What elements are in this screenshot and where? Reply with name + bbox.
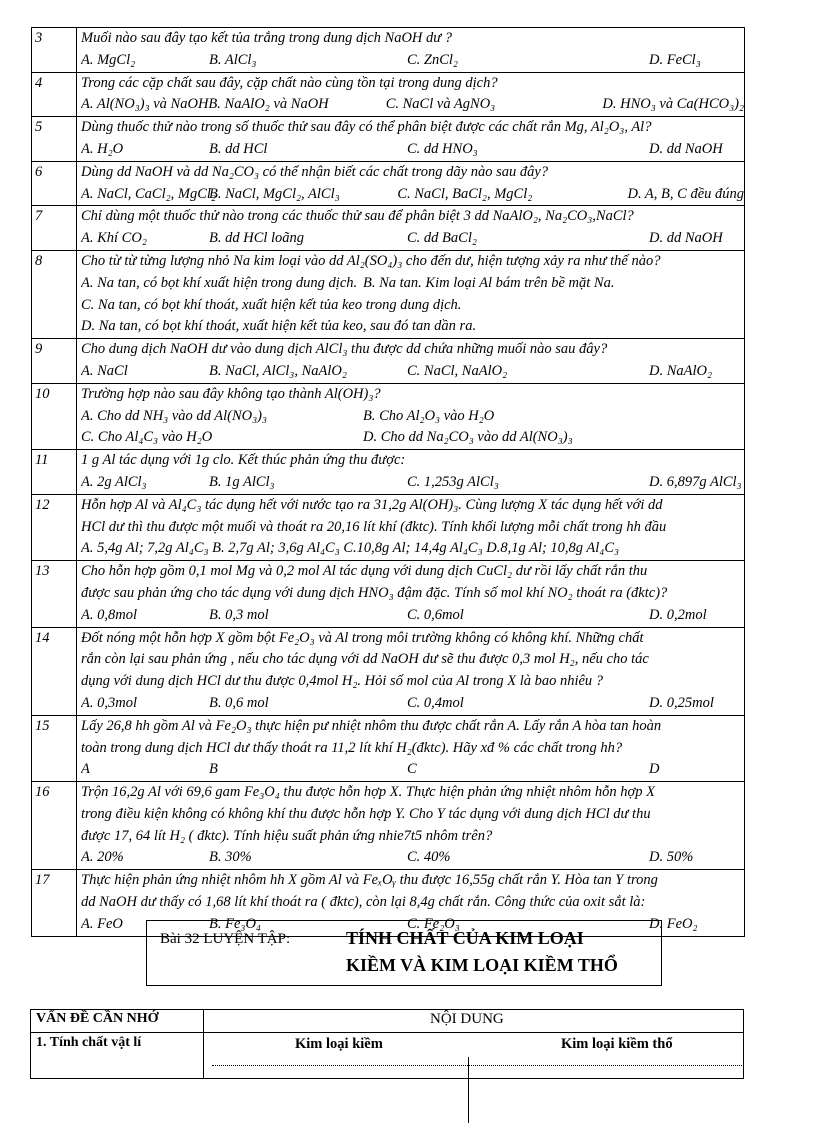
lesson-title-box: [146, 920, 662, 986]
question-text: được 17, 64 lít H₂ ( đktc). Tính hiệu suất phản ứng nhie7t5 nhôm trên?: [81, 827, 493, 844]
answer-option: D. 50%: [649, 849, 694, 866]
question-number: 5: [35, 119, 43, 136]
answer-option: B. NaCl, AlCl₃, NaAlO₂: [209, 362, 347, 379]
answer-option: A. Na tan, có bọt khí xuất hiện trong dung dịch.: [81, 274, 358, 291]
column-alkali-metals: Kim loại kiềm: [295, 1036, 383, 1052]
question-text: Chỉ dùng một thuốc thử nào trong các thuốc thử sau để phân biệt 3 dd NaAlO₂, Na₂CO₃,NaCl?: [81, 208, 634, 225]
question-text: Trong các cặp chất sau đây, cặp chất nào cùng tồn tại trong dung dịch?: [81, 74, 498, 91]
question-text: Trộn 16,2g Al với 69,6 gam Fe₃O₄ thu được hỗn hợp X. Thực hiện phản ứng nhiệt nhôm hỗn hợp X: [81, 784, 655, 801]
question-text: Dùng thuốc thử nào trong số thuốc thử sau đây có thể phân biệt được các chất rắn Mg, Al₂O₃, Al?: [81, 119, 652, 136]
column-alkaline-earth-metals: Kim loại kiềm thổ: [561, 1036, 673, 1052]
question-number: 17: [35, 872, 50, 889]
question-number: 8: [35, 252, 43, 269]
lesson-number: Bài 32 LUYỆN TẬP:: [160, 931, 291, 947]
question-text: dụng với dung dịch HCl dư thu được 0,4mol H₂. Hỏi số mol của Al trong X là bao nhiêu ?: [81, 673, 604, 690]
question-row: [32, 782, 745, 870]
answer-option: D. Na tan, có bọt khí thoát, xuất hiện kết tủa keo, sau đó tan dần ra.: [81, 318, 477, 335]
question-text: Cho dung dịch NaOH dư vào dung dịch AlCl₃ thu được dd chứa những muối nào sau đây?: [81, 341, 608, 358]
question-row: [32, 117, 745, 162]
answer-option: B. Cho Al₂O₃ vào H₂O: [363, 407, 495, 424]
answer-option: B. Fe₃O₄: [209, 915, 261, 932]
answer-option: A. 20%: [81, 849, 124, 866]
answer-option: A. Al(NO₃)₃ và NaOH: [81, 96, 209, 113]
question-row: [32, 627, 745, 715]
question-text: 1 g Al tác dụng với 1g clo. Kết thúc phản ứng thu được:: [81, 452, 406, 469]
question-row: [32, 28, 745, 73]
answer-option: A. MgCl₂: [81, 51, 136, 68]
answer-option: A. NaCl, CaCl₂, MgCl₂: [81, 185, 216, 202]
answer-option: D. NaAlO₂: [649, 362, 713, 379]
answer-option: C. Fe₂O₃: [407, 915, 460, 932]
question-number: 7: [35, 208, 43, 225]
answer-option: A. NaCl: [81, 362, 128, 379]
answer-option: C. 0,4mol: [407, 694, 464, 711]
question-number: 12: [35, 496, 50, 513]
answer-option: B. Na tan. Kim loại Al bám trên bề mặt Na.: [363, 274, 615, 291]
question-row: [32, 206, 745, 251]
question-row: [32, 494, 745, 560]
question-number: 4: [35, 74, 43, 91]
question-text: Hỗn hợp Al và Al₄C₃ tác dụng hết với nước tạo ra 31,2g Al(OH)₃. Cùng lượng X tác dụng hết với dd: [81, 496, 663, 513]
question-text: Muối nào sau đây tạo kết tủa trắng trong dung dịch NaOH dư ?: [81, 30, 453, 46]
answer-options-line: A. 5,4g Al; 7,2g Al₄C₃ B. 2,7g Al; 3,6g Al₄C₃ C.10,8g Al; 14,4g Al₄C₃ D.8,1g Al; 10,8g Al₄C₃: [81, 540, 620, 557]
answer-option: D. 0,25mol: [649, 694, 714, 711]
answer-option: C. NaCl và AgNO₃: [385, 96, 496, 113]
answer-option: A. Khí CO₂: [81, 230, 147, 247]
answer-option: C. ZnCl₂: [407, 51, 458, 68]
lesson-title-line2: KIỀM VÀ KIM LOẠI KIỀM THỔ: [346, 955, 618, 975]
answer-option: D. 6,897g AlCl₃: [649, 473, 742, 490]
answer-option: A. Cho dd NH₃ vào dd Al(NO₃)₃: [81, 407, 268, 424]
question-row: [32, 339, 745, 384]
question-text: trong điều kiện không có không khí thu được hỗn hợp Y. Cho Y tác dụng với dung dịch HCl dư thu: [81, 805, 651, 822]
question-row: [32, 383, 745, 449]
question-text: toàn trong dung dịch HCl dư thấy thoát ra 11,2 lít khí H₂(đktc). Hãy xđ % các chất trong hh?: [81, 739, 623, 756]
page-center-rule: [468, 1057, 469, 1123]
answer-option: C. NaCl, BaCl₂, MgCl₂: [397, 185, 533, 202]
summary-table: [30, 1009, 744, 1079]
answer-option: B. 0,3 mol: [209, 606, 269, 623]
answer-option: C. 0,6mol: [407, 606, 464, 623]
question-number: 10: [35, 385, 50, 402]
question-number: 11: [35, 452, 49, 469]
answer-option: A. 0,3mol: [81, 694, 137, 711]
question-row: [32, 72, 745, 117]
question-text: rắn còn lại sau phản ứng , nếu cho tác dụng với dd NaOH dư sẽ thu được 0,3 mol H₂, nếu cho tác: [81, 651, 649, 668]
question-text: Dùng dd NaOH và dd Na₂CO₃ có thể nhận biết các chất trong dãy nào sau đây?: [81, 163, 549, 180]
question-text: HCl dư thì thu được một muối và thoát ra 20,16 lít khí (đktc). Tính khối lượng mỗi chất trong hh đầu: [81, 518, 667, 535]
answer-option: B. dd HCl: [209, 140, 268, 157]
answer-option: C. 1,253g AlCl₃: [407, 473, 499, 490]
question-text: được sau phản ứng cho tác dụng với dung dịch HNO₃ đậm đặc. Tính số mol khí NO₂ thoát ra (đktc)?: [81, 584, 668, 601]
answer-option: D. 0,2mol: [649, 606, 707, 623]
question-number: 13: [35, 563, 50, 580]
question-row: [32, 250, 745, 338]
question-text: Cho từ từ từng lượng nhỏ Na kim loại vào dd Al₂(SO₄)₃ cho đến dư, hiện tượng xảy ra như thế nào?: [81, 252, 661, 269]
answer-option: B. 30%: [209, 849, 252, 866]
answer-option: C. dd BaCl₂: [407, 230, 477, 247]
question-text: dd NaOH dư thấy có 1,68 lít khí thoát ra ( đktc), còn lại 8,4g chất rắn. Công thức của oxit sắt là:: [81, 894, 646, 911]
answer-option: B. 1g AlCl₃: [209, 473, 275, 490]
summary-row-label: 1. Tính chất vật lí: [36, 1035, 142, 1050]
answer-option: C. dd HNO₃: [407, 140, 478, 157]
question-table: [31, 27, 745, 937]
question-number: 14: [35, 629, 50, 646]
question-number: 16: [35, 784, 50, 801]
question-row: [32, 450, 745, 495]
answer-option: B. dd HCl loãng: [209, 230, 305, 247]
question-text: Trường hợp nào sau đây không tạo thành Al(OH)₃?: [81, 385, 381, 402]
answer-option: A. 0,8mol: [81, 606, 137, 623]
answer-option: C. NaCl, NaAlO₂: [407, 362, 508, 379]
question-text: Cho hỗn hợp gồm 0,1 mol Mg và 0,2 mol Al tác dụng với dung dịch CuCl₂ dư rồi lấy chất rắn thu: [81, 563, 648, 580]
question-text: Thực hiện phản ứng nhiệt nhôm hh X gồm Al và FeₓOᵧ thu được 16,55g chất rắn Y. Hòa tan Y trong: [81, 872, 658, 889]
answer-option: B. NaCl, MgCl₂, AlCl₃: [209, 185, 340, 202]
dotted-fill-line: [212, 1065, 742, 1067]
question-text: Lấy 26,8 hh gồm Al và Fe₂O₃ thực hiện pư nhiệt nhôm thu được chất rắn A. Lấy rắn A hòa tan hoàn: [81, 717, 662, 734]
question-row: [32, 715, 745, 781]
question-text: Đốt nóng một hỗn hợp X gồm bột Fe₂O₃ và Al trong môi trường không có không khí. Những chất: [81, 629, 644, 646]
answer-option: D. dd NaOH: [649, 140, 723, 157]
summary-header-left: VẤN ĐỀ CẦN NHỚ: [36, 1011, 159, 1026]
answer-option: C. Na tan, có bọt khí thoát, xuất hiện kết tủa keo trong dung dịch.: [81, 296, 462, 313]
question-row: [32, 161, 745, 206]
answer-option: A. H₂O: [81, 140, 124, 157]
answer-option: B. 0,6 mol: [209, 694, 269, 711]
answer-option: D. Cho dd Na₂CO₃ vào dd Al(NO₃)₃: [363, 429, 573, 446]
answer-option: D. HNO₃ và Ca(HCO₃)₂: [602, 96, 744, 113]
answer-option: D: [649, 761, 660, 778]
question-row: [32, 561, 745, 627]
lesson-title-line1: TÍNH CHẤT CỦA KIM LOẠI: [346, 928, 584, 948]
answer-option: B: [209, 761, 218, 778]
question-number: 9: [35, 341, 43, 358]
answer-option: A: [81, 761, 90, 778]
answer-option: A. 2g AlCl₃: [81, 473, 147, 490]
summary-header-right: NỘI DUNG: [430, 1011, 504, 1027]
question-number: 15: [35, 717, 50, 734]
answer-option: C. Cho Al₄C₃ vào H₂O: [81, 429, 213, 446]
answer-option: D. FeCl₃: [649, 51, 701, 68]
answer-option: D. dd NaOH: [649, 230, 723, 247]
column-divider: [203, 1009, 204, 1079]
answer-option: B. NaAlO₂ và NaOH: [208, 96, 329, 113]
answer-option: D. A, B, C đều đúng: [627, 185, 744, 202]
answer-option: A. FeO: [81, 915, 123, 932]
question-number: 3: [35, 30, 43, 46]
answer-option: B. AlCl₃: [209, 51, 257, 68]
answer-option: C: [407, 761, 417, 778]
answer-option: D. FeO₂: [649, 915, 698, 932]
answer-option: C. 40%: [407, 849, 451, 866]
question-number: 6: [35, 163, 43, 180]
